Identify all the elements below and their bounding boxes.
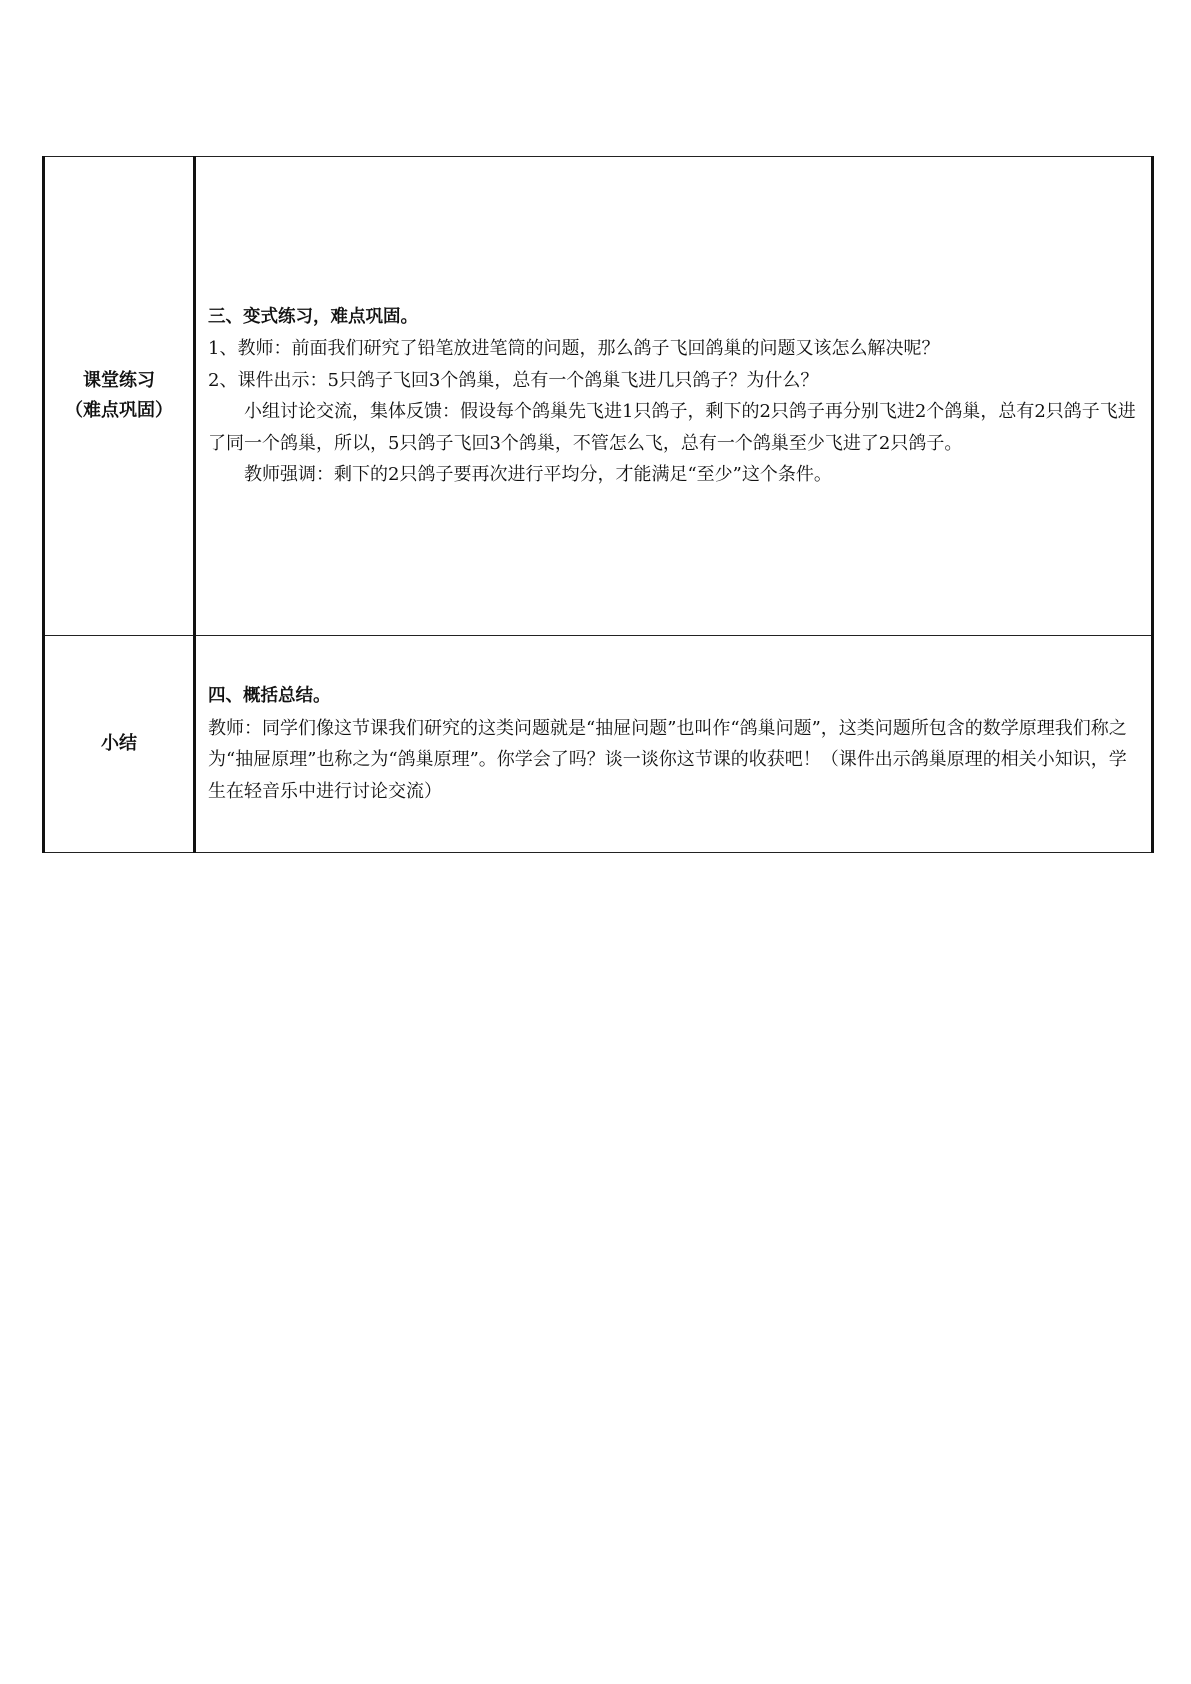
practice-paragraph-2: 2、课件出示：5只鸽子飞回3个鸽巢，总有一个鸽巢飞进几只鸽子？为什么？ <box>208 369 819 391</box>
practice-paragraph-3: 小组讨论交流，集体反馈：假设每个鸽巢先飞进1只鸽子，剩下的2只鸽子再分别飞进2个鸽巢，总有2只鸽子飞进了同一个鸽巢，所以，5只鸽子飞回3个鸽巢，不管怎么飞，总有一个鸽巢至少飞进了2只鸽子。 <box>208 401 1136 454</box>
practice-label-cell <box>44 157 195 636</box>
summary-paragraph: 教师：同学们像这节课我们研究的这类问题就是“抽屉问题”也叫作“鸽巢问题”，这类问题所包含的数学原理我们称之为“抽屉原理”也称之为“鸽巢原理”。你学会了吗？谈一谈你这节课的收获吧！（课件出示鸽巢原理的相关小知识，学生在轻音乐中进行讨论交流） <box>208 717 1127 802</box>
practice-paragraph-1: 1、教师：前面我们研究了铅笔放进笔筒的问题，那么鸽子飞回鸽巢的问题又该怎么解决呢？ <box>208 338 940 359</box>
summary-content-cell <box>195 636 1153 853</box>
lesson-plan-table <box>42 156 1154 853</box>
practice-content-cell <box>195 157 1153 636</box>
practice-heading: 三、变式练习，难点巩固。 <box>208 306 418 327</box>
practice-paragraph-4: 教师强调：剩下的2只鸽子要再次进行平均分，才能满足“至少”这个条件。 <box>244 464 832 485</box>
practice-label-subtitle: （难点巩固） <box>65 400 173 421</box>
practice-label-title: 课堂练习 <box>83 370 155 391</box>
practice-row <box>44 157 1153 636</box>
summary-label: 小结 <box>101 733 137 754</box>
summary-heading: 四、概括总结。 <box>208 686 331 706</box>
summary-row <box>44 636 1153 853</box>
summary-label-cell <box>44 636 195 853</box>
